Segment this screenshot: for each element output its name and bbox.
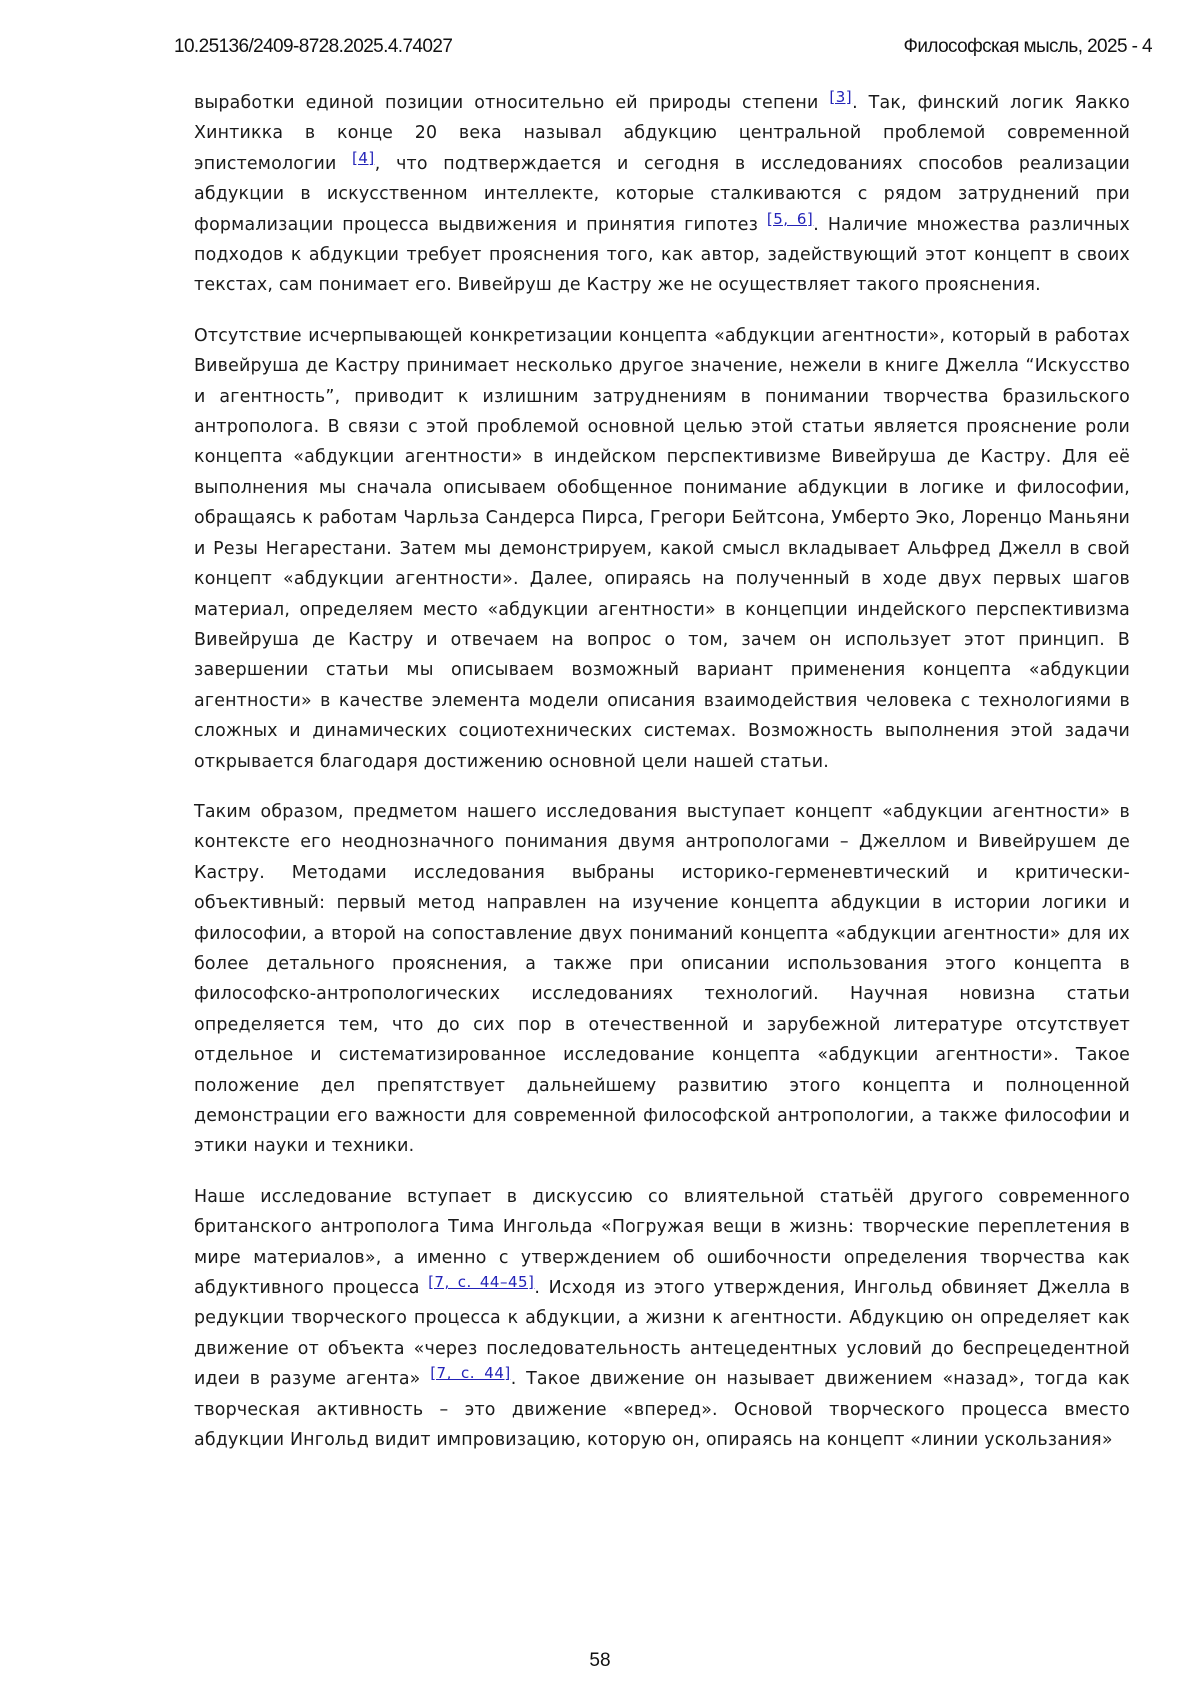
citation-link-4[interactable]: [4] (352, 149, 375, 167)
citation-link-7-44-45[interactable]: [7, с. 44–45] (428, 1273, 534, 1291)
paragraph-4-text-b: . Исходя из этого утверждения, Ингольд обвиняет Джелла в редукции творческого процесса к абдукции, а жизни к агентности. Абдукцию он определяет как движение от объекта «через последовательность антецедентных условий до беспрецедентной идеи в разуме агента» (194, 1278, 1130, 1389)
citation-link-3[interactable]: [3] (829, 88, 852, 106)
paragraph-1 (194, 88, 1130, 301)
paragraph-1-text-d: . Наличие множества различных подходов к абдукции требует прояснения того, как автор, задействующий этот концепт в своих текстах, сам понимает его. Вивейруш де Кастру же не осуществляет такого прояснения. (194, 215, 1130, 296)
page-header (174, 36, 1152, 62)
paragraph-4-text-c: . Такое движение он называет движением «назад», тогда как творческая активность – это движение «вперед». Основой творческого процесса вместо абдукции Ингольд видит импровизацию, которую он, опираясь на концепт «линии ускользания» (194, 1369, 1130, 1450)
citation-link-5-6[interactable]: [5, 6] (767, 210, 813, 228)
paragraph-3: Таким образом, предметом нашего исследования выступает концепт «абдукции агентности» в контексте его неоднозначного понимания двумя антропологами – Джеллом и Вивейрушем де Кастру. Методами исследования выбраны историко-герменевтический и критически-объективный: первый метод направлен на изучение концепта абдукции в истории логики и философии, а второй на сопоставление двух пониманий концепта «абдукции агентности» для их более детального прояснения, а также при описании использования этого концепта в философско-антропологических исследованиях технологий. Научная новизна статьи определяется тем, что до сих пор в отечественной и зарубежной литературе отсутствует отдельное и систематизированное исследование концепта «абдукции агентности». Такое положение дел препятствует дальнейшему развитию этого концепта и полноценной демонстрации его важности для современной философской антропологии, а также философии и этики науки и техники. (194, 797, 1130, 1162)
citation-link-7-44[interactable]: [7, с. 44] (430, 1364, 511, 1382)
paragraph-1-text-a: выработки единой позиции относительно ей природы степени (194, 93, 829, 113)
page-number: 58 (0, 1650, 1200, 1672)
article-doi: 10.25136/2409-8728.2025.4.74027 (174, 36, 452, 58)
paragraph-1-text-b: . Так, финский логик Яакко Хинтикка в конце 20 века называл абдукцию центральной проблемой современной эпистемологии (194, 93, 1130, 174)
paragraph-4-text-a: Наше исследование вступает в дискуссию со влиятельной статьёй другого современного британского антрополога Тима Ингольда «Погружая вещи в жизнь: творческие переплетения в мире материалов», а именно с утверждением об ошибочности определения творчества как абдуктивного процесса (194, 1187, 1130, 1298)
article-body (194, 88, 1130, 1475)
paragraph-1-text-c: , что подтверждается и сегодня в исследованиях способов реализации абдукции в искусственном интеллекте, которые сталкиваются с рядом затруднений при формализации процесса выдвижения и принятия гипотез (194, 154, 1130, 235)
paragraph-4 (194, 1182, 1130, 1456)
journal-title: Философская мысль, 2025 - 4 (904, 36, 1152, 58)
paragraph-2: Отсутствие исчерпывающей конкретизации концепта «абдукции агентности», который в работах Вивейруша де Кастру принимает несколько другое значение, нежели в книге Джелла “Искусство и агентность”, приводит к излишним затруднениям в понимании творчества бразильского антрополога. В связи с этой проблемой основной целью этой статьи является прояснение роли концепта «абдукции агентности» в индейском перспективизме Вивейруша де Кастру. Для её выполнения мы сначала описываем обобщенное понимание абдукции в логике и философии, обращаясь к работам Чарльза Сандерса Пирса, Грегори Бейтсона, Умберто Эко, Лоренцо Маньяни и Резы Негарестани. Затем мы демонстрируем, какой смысл вкладывает Альфред Джелл в свой концепт «абдукции агентности». Далее, опираясь на полученный в ходе двух первых шагов материал, определяем место «абдукции агентности» в концепции индейского перспективизма Вивейруша де Кастру и отвечаем на вопрос о том, зачем он использует этот принцип. В завершении статьи мы описываем возможный вариант применения концепта «абдукции агентности» в качестве элемента модели описания взаимодействия человека с технологиями в сложных и динамических социотехнических системах. Возможность выполнения этой задачи открывается благодаря достижению основной цели нашей статьи. (194, 321, 1130, 777)
